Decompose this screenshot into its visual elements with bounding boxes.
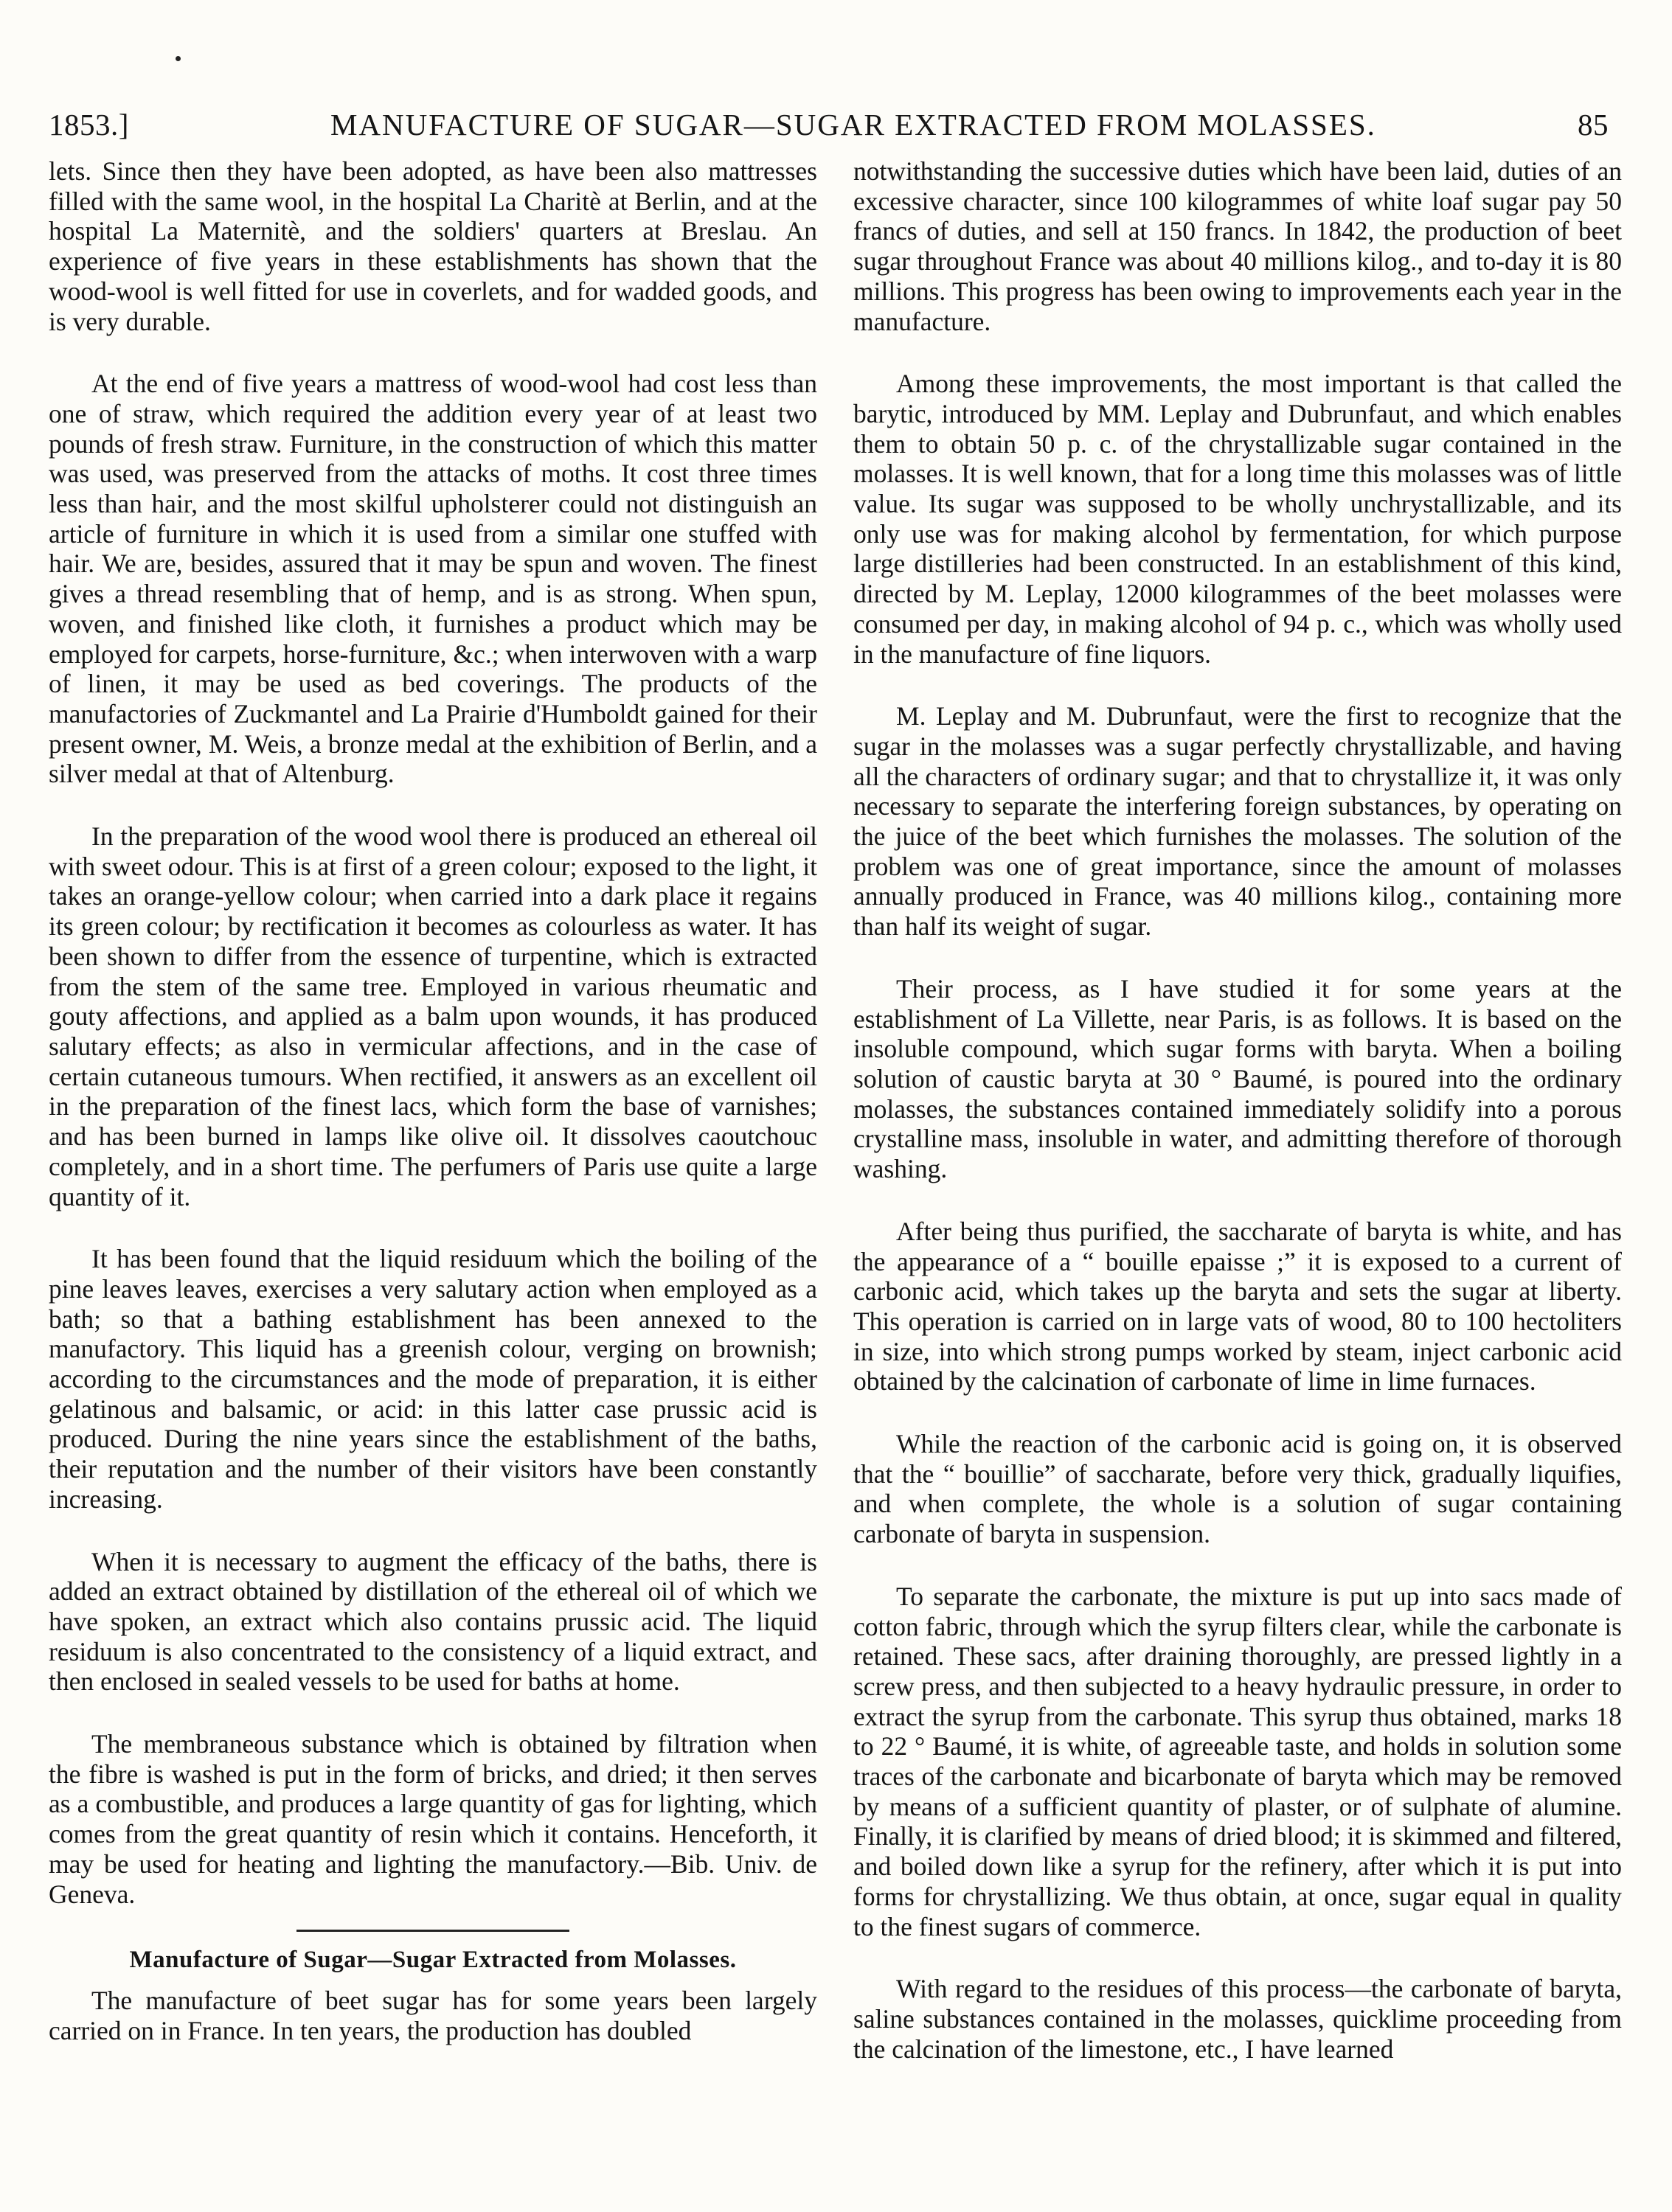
paragraph: While the reaction of the carbonic acid is going on, it is observed that the “ bouillie” of saccharate, before very thick, gradually liquifies, and when complete, the whole is a solution of sugar containing carbonate of baryta in suspension. [853, 1429, 1622, 1549]
paragraph: It has been found that the liquid residuum which the boiling of the pine leaves leaves, exercises a very salutary action when employed as a bath; so that a bathing establishment has been annexed to the manufactory. This liquid has a greenish colour, verging on brownish; according to the circumstances and the mode of preparation, it is either gelatinous and balsamic, or acid: in this latter case prussic acid is produced. During the nine years since the establishment of the baths, their reputation and the number of their visitors have been constantly increasing. [49, 1244, 817, 1514]
page-header [49, 107, 1609, 150]
section-divider [296, 1930, 569, 1932]
paragraph: lets. Since then they have been adopted, as have been also mattresses filled with the same wool, in the hospital La Charitè at Berlin, and at the hospital La Maternitè, and the soldiers' quarters at Breslau. An experience of five years in these establishments has shown that the wood-wool is well fitted for use in coverlets, and for wadded goods, and is very durable. [49, 156, 817, 336]
paragraph: With regard to the residues of this process—the carbonate of baryta, saline substances contained in the molasses, quicklime proceeding from the calcination of the limestone, etc., I have learned [853, 1974, 1622, 2064]
header-year: 1853.] [49, 108, 129, 142]
left-column [49, 156, 817, 2045]
paragraph: After being thus purified, the saccharate of baryta is white, and has the appearance of a “ bouille epaisse ;” it is exposed to a current of carbonic acid, which takes up the baryta and sets the sugar at liberty. This operation is carried on in large vats of wood, 80 to 100 hectoliters in size, into which strong pumps worked by steam, inject carbonic acid obtained by the calcination of carbonate of lime in lime furnaces. [853, 1216, 1622, 1397]
paragraph: notwithstanding the successive duties which have been laid, duties of an excessive character, since 100 kilogrammes of white loaf sugar pay 50 francs of duties, and sell at 150 francs. In 1842, the production of beet sugar throughout France was about 40 millions kilog., and to-day it is 80 millions. This progress has been owing to improvements each year in the manufacture. [853, 156, 1622, 336]
running-title: MANUFACTURE OF SUGAR—SUGAR EXTRACTED FROM MOLASSES. [330, 108, 1376, 142]
paragraph: In the preparation of the wood wool there is produced an ethereal oil with sweet odour. This is at first of a green colour; exposed to the light, it takes an orange-yellow colour; when carried into a dark place it regains its green colour; by rectification it becomes as colourless as water. It has been shown to differ from the essence of turpentine, which is extracted from the stem of the same tree. Employed in various rheumatic and gouty affections, and applied as a balm upon wounds, it has produced salutary effects; as also in vermicular affections, and in the case of certain cutaneous tumours. When rectified, it answers as an excellent oil in the preparation of the finest lacs, which form the base of varnishes; and has been burned in lamps like olive oil. It dissolves caoutchouc completely, and in a short time. The perfumers of Paris use quite a large quantity of it. [49, 821, 817, 1211]
paragraph: The manufacture of beet sugar has for some years been largely carried on in France. In ten years, the production has doubled [49, 1985, 817, 2045]
paragraph: At the end of five years a mattress of wood-wool had cost less than one of straw, which required the addition every year of at least two pounds of fresh straw. Furniture, in the construction of which this matter was used, was preserved from the attacks of moths. It cost three times less than hair, and the most skilful upholsterer could not distinguish an article of furniture in which it is used from a similar one stuffed with hair. We are, besides, assured that it may be spun and woven. The finest gives a thread resembling that of hemp, and is as strong. When spun, woven, and finished like cloth, it furnishes a product which may be employed for carpets, horse-furniture, &c.; when interwoven with a warp of linen, it may be used as bed coverings. The products of the manufactories of Zuckmantel and La Prairie d'Humboldt gained for their present owner, M. Weis, a bronze medal at the exhibition of Berlin, and a silver medal at that of Altenburg. [49, 369, 817, 789]
paragraph: When it is necessary to augment the efficacy of the baths, there is added an extract obtained by distillation of the ethereal oil of which we have spoken, an extract which also contains prussic acid. The liquid residuum is also concentrated to the consistency of a liquid extract, and then enclosed in sealed vessels to be used for baths at home. [49, 1546, 817, 1697]
paragraph: The membraneous substance which is obtained by filtration when the fibre is washed is put in the form of bricks, and dried; it then serves as a combustible, and produces a large quantity of gas for lighting, which comes from the great quantity of resin which it contains. Henceforth, it may be used for heating and lighting the manufactory.—Bib. Univ. de Geneva. [49, 1729, 817, 1909]
paragraph: Among these improvements, the most important is that called the barytic, introduced by MM. Leplay and Dubrunfaut, and which enables them to obtain 50 p. c. of the chrystallizable sugar contained in the molasses. It is well known, that for a long time this molasses was of little value. Its sugar was supposed to be wholly unchrystallizable, and its only use was for making alcohol by fermentation, for which purpose large distilleries had been constructed. In an establishment of this kind, directed by M. Leplay, 12000 kilogrammes of the beet molasses were consumed per day, in making alcohol of 94 p. c., which was wholly used in the manufacture of fine liquors. [853, 369, 1622, 669]
paragraph: To separate the carbonate, the mixture is put up into sacs made of cotton fabric, through which the syrup filters clear, while the carbonate is retained. These sacs, after draining thoroughly, are pressed lightly in a screw press, and then subjected to a heavy hydraulic pressure, in order to extract the syrup from the carbonate. This syrup thus obtained, marks 18 to 22 ° Baumé, it is white, of agreeable taste, and holds in solution some traces of the carbonate and bicarbonate of baryta which may be removed by means of a sufficient quantity of plaster, or of sulphate of alumine. Finally, it is clarified by means of dried blood; it is skimmed and filtered, and boiled down like a syrup for the refinery, after which it is put into forms for chrystallizing. We thus obtain, at once, sugar equal in quality to the finest sugars of commerce. [853, 1581, 1622, 1941]
page-number: 85 [1577, 108, 1609, 142]
ink-speck [176, 56, 181, 61]
paragraph: Their process, as I have studied it for some years at the establishment of La Villette, near Paris, is as follows. It is based on the insoluble compound, which sugar forms with baryta. When a boiling solution of caustic baryta at 30 ° Baumé, is poured into the ordinary molasses, the substances contained immediately solidify into a porous crystalline mass, insoluble in water, and admitting therefore of thorough washing. [853, 973, 1622, 1184]
paragraph: M. Leplay and M. Dubrunfaut, were the first to recognize that the sugar in the molasses was a sugar perfectly chrystallizable, and having all the characters of ordinary sugar; and that to chrystallize it, it was only necessary to separate the interfering foreign substances, by operating on the juice of the beet which furnishes the molasses. The solution of the problem was one of great importance, since the amount of molasses annually produced in France, was 40 millions kilog., containing more than half its weight of sugar. [853, 701, 1622, 942]
right-column [853, 156, 1622, 2064]
section-heading: Manufacture of Sugar—Sugar Extracted from Molasses. [129, 1947, 737, 1974]
